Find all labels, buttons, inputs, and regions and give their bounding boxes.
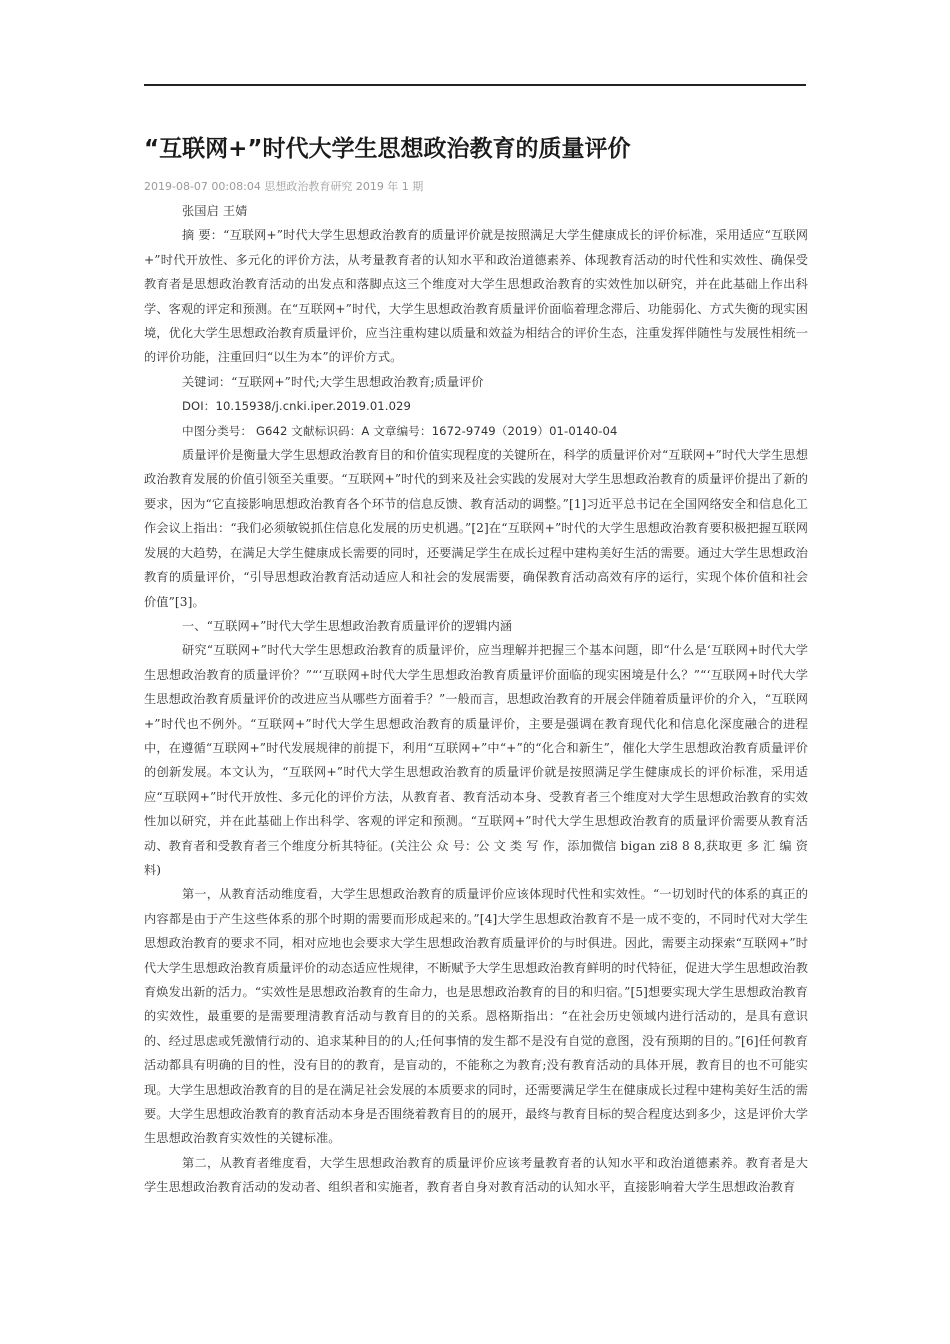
article-meta: 2019-08-07 00:08:04 思想政治教育研究 2019 年 1 期 (144, 180, 424, 193)
article-title: “互联网+”时代大学生思想政治教育的质量评价 (144, 136, 631, 162)
article-doi: DOI：10.15938/j.cnki.iper.2019.01.029 (182, 399, 411, 414)
article-classification: 中图分类号： G642 文献标识码：A 文章编号：1672-9749（2019）01-0140-04 (182, 423, 618, 438)
article-abstract: 摘 要：“互联网+”时代大学生思想政治教育的质量评价就是按照满足大学生健康成长的评价标准，采用适应“互联网+”时代开放性、多元化的评价方法，从考量教育者的认知水平和政治道德素养、体现教育活动的时代性和实效性、确保受教育者是思想政治教育活动的出发点和落脚点这三个维度对大学生思想政治教育的实效性加以研究，并在此基础上作出科学、客观的评定和预测。在“互联网+”时代，大学生思想政治教育质量评价面临着理念滞后、功能弱化、方式失衡的现实困境，优化大学生思想政治教育质量评价，应当注重构建以质量和效益为相结合的评价生态，注重发挥伴随性与发展性相统一的评价功能，注重回归“以生为本”的评价方式。 (144, 228, 808, 365)
body-paragraph: 第二，从教育者维度看，大学生思想政治教育的质量评价应该考量教育者的认知水平和政治道德素养。教育者是大学生思想政治教育活动的发动者、组织者和实施者，教育者自身对教育活动的认知水平，直接影响着大学生思想政治教育 (144, 1155, 808, 1195)
article-authors: 张国启 王婧 (182, 204, 248, 218)
section-heading: 一、“互联网+”时代大学生思想政治教育质量评价的逻辑内涵 (182, 618, 513, 633)
article-keywords: 关键词：“互联网+”时代;大学生思想政治教育;质量评价 (182, 374, 484, 389)
body-paragraph: 研究“互联网+”时代大学生思想政治教育的质量评价，应当理解并把握三个基本问题，即“什么是‘互联网+时代大学生思想政治教育的质量评价？”“‘互联网+时代大学生思想政治教育质量评价面临的现实困境是什么？”“‘互联网+时代大学生思想政治教育质量评价的改进应当从哪些方面着手？”一般而言，思想政治教育的开展会伴随着质量评价的介入，“互联网+”时代也不例外。“互联网+”时代大学生思想政治教育的质量评价，主要是强调在教育现代化和信息化深度融合的进程中，在遵循“互联网+”时代发展规律的前提下，利用“互联网+”中“+”的“化合和新生”，催化大学生思想政治教育质量评价的创新发展。本文认为，“互联网+”时代大学生思想政治教育的质量评价就是按照满足学生健康成长的评价标准，采用适应“互联网+”时代开放性、多元化的评价方法，从教育者、教育活动本身、受教育者三个维度对大学生思想政治教育的实效性加以研究，并在此基础上作出科学、客观的评定和预测。“互联网+”时代大学生思想政治教育的质量评价需要从教育活动、教育者和受教育者三个维度分析其特征。(关注公 众 号：公 文 类 写 作，添加微信 bigan zi8 8 8,获取更 多 汇 编 资料) (144, 643, 808, 877)
article-body (144, 199, 808, 1339)
body-paragraph: 第一，从教育活动维度看，大学生思想政治教育的质量评价应该体现时代性和实效性。“一切划时代的体系的真正的内容都是由于产生这些体系的那个时期的需要而形成起来的。”[4]大学生思想政治教育不是一成不变的，不同时代对大学生思想政治教育的要求不同，相对应地也会要求大学生思想政治教育质量评价的与时俱进。因此，需要主动探索“互联网+”时代大学生思想政治教育质量评价的动态适应性规律，不断赋予大学生思想政治教育鲜明的时代特征，促进大学生思想政治教育焕发出新的活力。“实效性是思想政治教育的生命力，也是思想政治教育的目的和归宿。”[5]想要实现大学生思想政治教育的实效性，最重要的是需要理清教育活动与教育目的的关系。恩格斯指出：“在社会历史领域内进行活动的，是具有意识的、经过思虑或凭激情行动的、追求某种目的的人;任何事情的发生都不是没有自觉的意图，没有预期的目的。”[6]任何教育活动都具有明确的目的性，没有目的的教育，是盲动的，不能称之为教育;没有教育活动的具体开展，教育目的也不可能实现。大学生思想政治教育的目的是在满足社会发展的本质要求的同时，还需要满足学生在健康成长过程中建构美好生活的需要。大学生思想政治教育的教育活动本身是否围绕着教育目的的展开，最终与教育目标的契合程度达到多少，这是评价大学生思想政治教育实效性的关键标准。 (144, 887, 808, 1146)
body-paragraph: 质量评价是衡量大学生思想政治教育目的和价值实现程度的关键所在，科学的质量评价对“互联网+”时代大学生思想政治教育发展的价值引领至关重要。“互联网+”时代的到来及社会实践的发展对大学生思想政治教育的质量评价提出了新的要求，因为“它直接影响思想政治教育各个环节的信息反馈、教育活动的调整。”[1]习近平总书记在全国网络安全和信息化工作会议上指出：“我们必须敏锐抓住信息化发展的历史机遇。”[2]在“互联网+”时代的大学生思想政治教育要积极把握互联网发展的大趋势，在满足大学生健康成长需要的同时，还要满足学生在成长过程中建构美好生活的需要。通过大学生思想政治教育的质量评价，“引导思想政治教育活动适应人和社会的发展需要，确保教育活动高效有序的运行，实现个体价值和社会价值”[3]。 (144, 448, 808, 609)
top-divider (144, 84, 806, 86)
